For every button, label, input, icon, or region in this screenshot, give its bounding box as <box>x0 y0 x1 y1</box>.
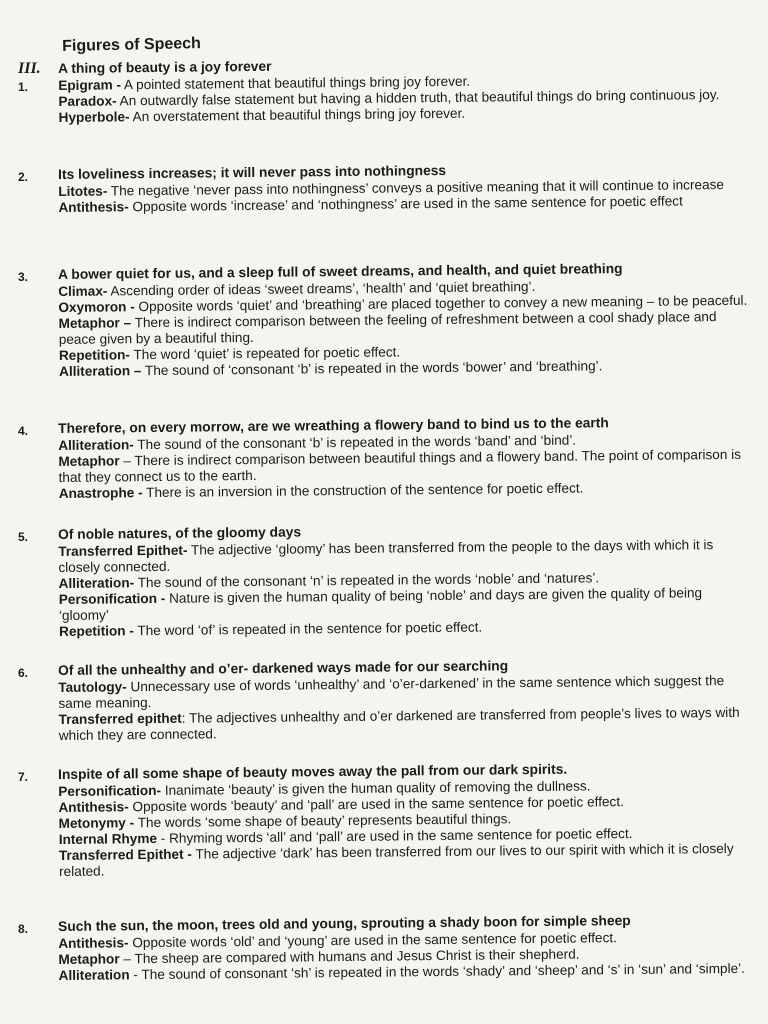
figure-explanation: - Rhyming words ‘all’ and ‘pall’ are used in the same sentence for poetic effect. <box>156 825 633 846</box>
section-body <box>58 655 749 744</box>
figure-term: Personification - <box>58 590 166 607</box>
section-number: 6. <box>18 666 29 680</box>
section-body <box>58 53 749 126</box>
figure-term: Antithesis- <box>58 935 129 951</box>
figure-term: Repetition - <box>59 623 134 639</box>
section-number: 4. <box>18 424 29 438</box>
figure-term: Antithesis- <box>58 199 129 215</box>
figure-term: Metonymy - <box>58 815 135 831</box>
figure-explanation: – The sheep are compared with humans and Jesus Christ is their shepherd. <box>119 946 580 967</box>
figure-term: Alliteration- <box>58 575 135 591</box>
figure-term: Repetition- <box>58 347 130 363</box>
figure-term: Metaphor <box>58 951 120 967</box>
section-number: 5. <box>18 530 29 544</box>
figure-term: Internal Rhyme <box>58 830 158 847</box>
section-number: 1. <box>18 80 29 94</box>
figure-explanation: : The adjectives unhealthy and o’er darkened are transferred from people’s lives to ways with which they are connected. <box>58 704 740 743</box>
figure-term: Transferred epithet <box>58 710 182 727</box>
section-body <box>58 259 749 380</box>
figure-term: Oxymoron - <box>58 299 135 315</box>
figure-term: Metaphor – <box>58 315 132 331</box>
quotation-line: A thing of beauty is a joy forever <box>58 58 272 76</box>
quotation-line: Inspite of all some shape of beauty moves away the pall from our dark spirits. <box>58 761 568 782</box>
section-number: 7. <box>18 770 29 784</box>
figure-explanation: An overstatement that beautiful things bring joy forever. <box>129 105 466 125</box>
figure-explanation: Opposite words ‘increase’ and ‘nothingness’ are used in the same sentence for poetic effect <box>128 193 683 215</box>
figure-explanation: The sound of the consonant ‘b’ is repeated in the words ‘band’ and ‘bind’. <box>133 432 577 453</box>
figure-term: Litotes- <box>58 183 108 199</box>
figure-term: Alliteration- <box>58 437 134 453</box>
figure-term: Alliteration – <box>59 363 142 379</box>
section-number: 8. <box>18 922 29 936</box>
figure-explanation: The words ‘some shape of beauty’ represents beautiful things. <box>134 811 512 831</box>
figure-term: Antithesis- <box>58 799 129 815</box>
figure-explanation: An outwardly false statement but having a hidden truth, that beautiful things do bring continuous joy. <box>116 87 720 109</box>
section-number: 2. <box>18 170 29 184</box>
figure-term: Anastrophe - <box>58 485 143 501</box>
figure-term: Metaphor <box>58 453 120 469</box>
quotation-line: Of all the unhealthy and o’er- darkened ways made for our searching <box>58 658 509 678</box>
figure-term: Tautology- <box>58 679 127 695</box>
figure-explanation: The negative ‘never pass into nothingness’ conveys a positive meaning that it will continue to increase <box>107 177 725 199</box>
figure-term: Hyperbole- <box>58 109 130 125</box>
figure-explanation: – There is indirect comparison between beautiful things and a flowery band. The point of comparison is that they connect us to the earth. <box>58 446 742 485</box>
quotation-line: Its loveliness increases; it will never pass into nothingness <box>58 162 447 182</box>
figure-explanation: Opposite words ‘quiet’ and ‘breathing’ are placed together to convey a new meaning – to be peaceful. <box>134 292 748 315</box>
figure-explanation: The word ‘of’ is repeated in the sentence for poetic effect. <box>133 619 483 639</box>
figure-explanation: - The sound of consonant ‘sh’ is repeated in the words ‘shady’ and ‘sheep’ and ‘s’ in ‘sun’ and ‘simple’. <box>129 960 746 983</box>
figure-explanation: The sound of ‘consonant ‘b’ is repeated in the words ‘bower’ and ‘breathing’. <box>141 358 603 379</box>
section-body <box>58 519 749 640</box>
quotation-line: A bower quiet for us, and a sleep full of sweet dreams, and health, and quiet breathing <box>58 261 623 282</box>
section-body <box>58 159 748 216</box>
figure-term: Climax- <box>58 283 108 299</box>
figure-explanation: Unnecessary use of words ‘unhealthy’ and ‘o’er-darkened’ in the same sentence which suggest the same meaning. <box>58 673 725 711</box>
figure-term: Epigram - <box>58 77 122 93</box>
figure-explanation: The adjective ‘dark’ has been transferred from our lives to our spirit with which it is closely related. <box>59 840 734 879</box>
figure-entry <box>59 841 749 880</box>
quotation-line: Such the sun, the moon, trees old and young, sprouting a shady boon for simple sheep <box>58 913 631 934</box>
figure-explanation: Nature is given the human quality of being ‘noble’ and days are given the quality of being ‘gloomy’ <box>58 585 703 623</box>
quotation-line: Of noble natures, of the gloomy days <box>58 524 302 542</box>
section-number: 3. <box>18 270 29 284</box>
figure-explanation: The sound of the consonant ‘n’ is repeated in the words ‘noble’ and ‘natures’. <box>134 570 600 591</box>
figure-explanation: The adjective ‘gloomy’ has been transferred from the people to the days with which it is closely connected. <box>58 537 714 575</box>
figure-explanation: There is an inversion in the construction of the sentence for poetic effect. <box>142 480 584 501</box>
section-roman-numeral: III. <box>18 60 41 77</box>
figure-explanation: There is indirect comparison between the feeling of refreshment between a cool shady place and peace given by a beautiful thing. <box>58 309 717 347</box>
figure-explanation: Opposite words ‘old’ and ‘young’ are used in the same sentence for poetic effect. <box>128 930 617 951</box>
page-title: Figures of Speech <box>62 35 202 55</box>
figure-explanation: A pointed statement that beautiful things bring joy forever. <box>120 73 471 93</box>
figure-explanation: Inanimate ‘beauty’ is given the human quality of removing the dullness. <box>160 778 591 798</box>
figure-explanation: Ascending order of ideas ‘sweet dreams’, ‘health’ and ‘quiet breathing’. <box>107 279 536 299</box>
section-body <box>58 413 749 502</box>
figure-explanation: Opposite words ‘beauty’ and ‘pall’ are used in the same sentence for poetic effect. <box>128 794 624 815</box>
figure-term: Transferred Epithet - <box>58 846 192 863</box>
figure-term: Personification- <box>58 782 162 799</box>
quotation-line: Therefore, on every morrow, are we wreathing a flowery band to bind us to the earth <box>58 415 609 436</box>
figure-term: Alliteration <box>58 967 130 983</box>
figure-term: Transferred Epithet- <box>58 542 188 559</box>
figure-explanation: The word ‘quiet’ is repeated for poetic effect. <box>129 344 401 363</box>
figure-term: Paradox- <box>58 93 117 109</box>
section-body <box>58 759 749 880</box>
figure-entry <box>59 705 749 744</box>
section-body <box>58 911 749 984</box>
